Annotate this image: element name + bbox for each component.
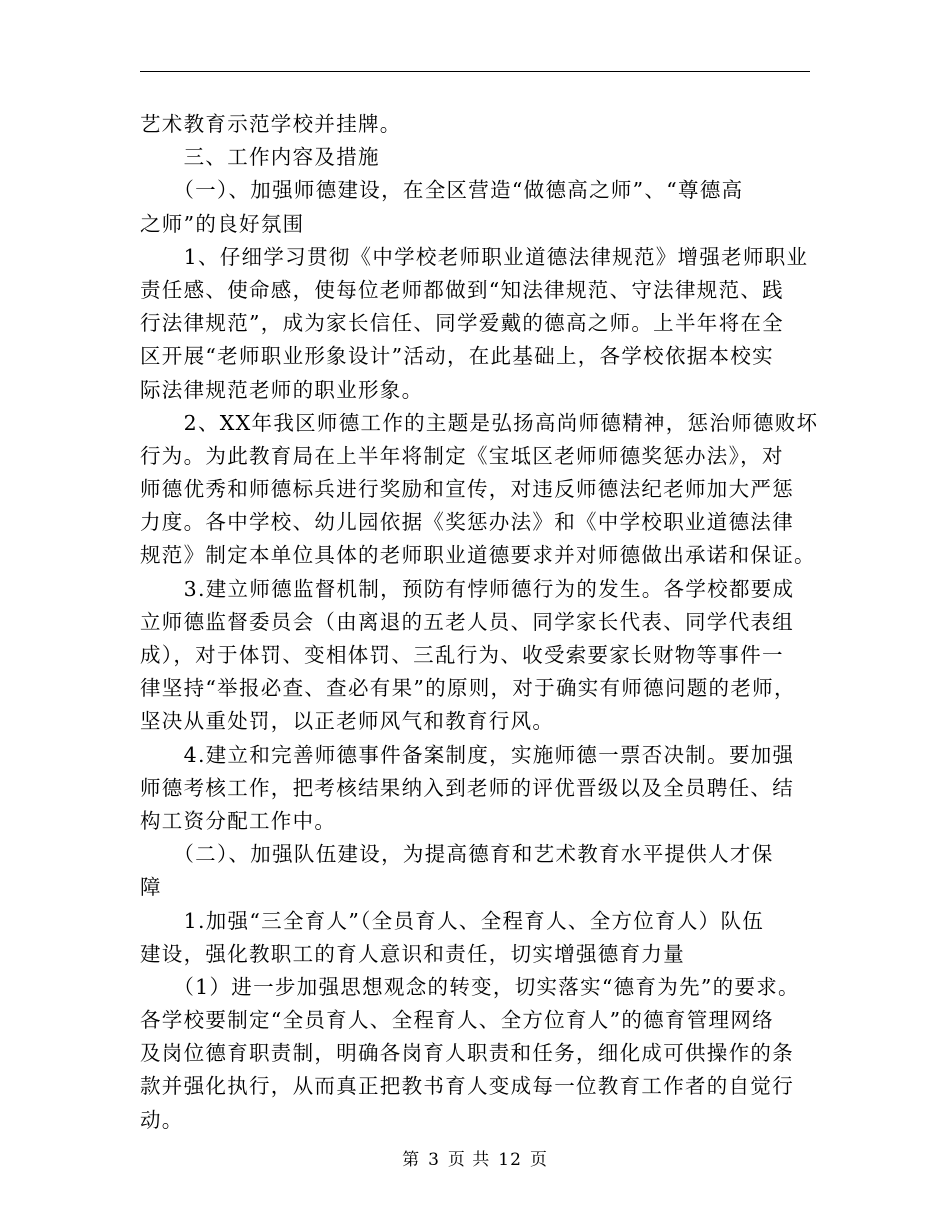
text-line: （1）进一步加强思想观念的转变，切实落实“德育为先”的要求。 <box>140 974 800 999</box>
text-line: 4.建立和完善师德事件备案制度，实施师德一票否决制。要加强 <box>140 742 795 767</box>
text-line: 立师德监督委员会（由离退的五老人员、同学家长代表、同学代表组 <box>140 609 794 634</box>
text-line: 规范》制定本单位具体的老师职业道德要求并对师德做出承诺和保证。 <box>140 543 816 568</box>
text-line: 力度。各中学校、幼儿园依据《奖惩办法》和《中学校职业道德法律 <box>140 510 794 535</box>
text-line: 坚决从重处罚，以正老师风气和教育行风。 <box>140 709 555 734</box>
total-pages-number: 12 <box>498 1150 522 1170</box>
text-line: 师德优秀和师德标兵进行奖励和宣传，对违反师德法纪老师加大严惩 <box>140 477 794 502</box>
text-line: 各学校要制定“全员育人、全程育人、全方位育人”的德育管理网络 <box>140 1008 774 1033</box>
text-line: 3.建立师德监督机制，预防有悖师德行为的发生。各学校都要成 <box>140 576 795 601</box>
current-page-number: 3 <box>428 1150 440 1170</box>
text-line: 建设，强化教职工的育人意识和责任，切实增强德育力量 <box>140 941 685 966</box>
text-line: 及岗位德育职责制，明确各岗育人职责和任务，细化成可供操作的条 <box>140 1041 794 1066</box>
text-line: 成），对于体罚、变相体罚、三乱行为、收受索要家长财物等事件一 <box>140 643 784 667</box>
text-line: 动。 <box>140 1107 184 1132</box>
text-line: 责任感、使命感，使每位老师都做到“知法律规范、守法律规范、践 <box>140 277 784 302</box>
footer-suffix: 页 <box>529 1150 548 1170</box>
subsection-heading: （一）、加强师德建设，在全区营造“做德高之师”、“尊德高 <box>140 178 744 203</box>
footer-middle: 页 共 <box>447 1150 491 1170</box>
section-heading: 三、工作内容及措施 <box>140 145 380 170</box>
subsection-heading: 之师”的良好氛围 <box>140 211 305 236</box>
text-line: 1.加强“三全育人”（全员育人、全程育人、全方位育人）队伍 <box>140 908 765 933</box>
text-line: 师德考核工作，把考核结果纳入到老师的评优晋级以及全员聘任、结 <box>140 775 794 800</box>
text-line: 律坚持“举报必查、查必有果”的原则，对于确实有师德问题的老师， <box>140 676 796 701</box>
body-text <box>140 108 819 1137</box>
text-line: 2、XX年我区师德工作的主题是弘扬高尚师德精神，惩治师德败坏 <box>140 410 819 435</box>
text-line: 行法律规范”，成为家长信任、同学爱戴的德高之师。上半年将在全 <box>140 311 784 336</box>
text-line: 际法律规范老师的职业形象。 <box>140 377 424 402</box>
page-footer <box>0 1148 950 1172</box>
text-line: 1、仔细学习贯彻《中学校老师职业道德法律规范》增强老师职业 <box>140 244 809 269</box>
subsection-heading: （二）、加强队伍建设，为提高德育和艺术教育水平提供人才保 <box>140 842 774 867</box>
subsection-heading: 障 <box>140 875 162 900</box>
text-line: 构工资分配工作中。 <box>140 808 337 833</box>
text-line: 艺术教育示范学校并挂牌。 <box>140 112 402 136</box>
text-line: 区开展“老师职业形象设计”活动，在此基础上，各学校依据本校实 <box>140 344 774 369</box>
text-line: 行为。为此教育局在上半年将制定《宝坻区老师师德奖惩办法》，对 <box>140 443 784 468</box>
header-rule <box>140 71 810 72</box>
footer-prefix: 第 <box>402 1150 421 1170</box>
text-line: 款并强化执行，从而真正把教书育人变成每一位教育工作者的自觉行 <box>140 1074 794 1099</box>
